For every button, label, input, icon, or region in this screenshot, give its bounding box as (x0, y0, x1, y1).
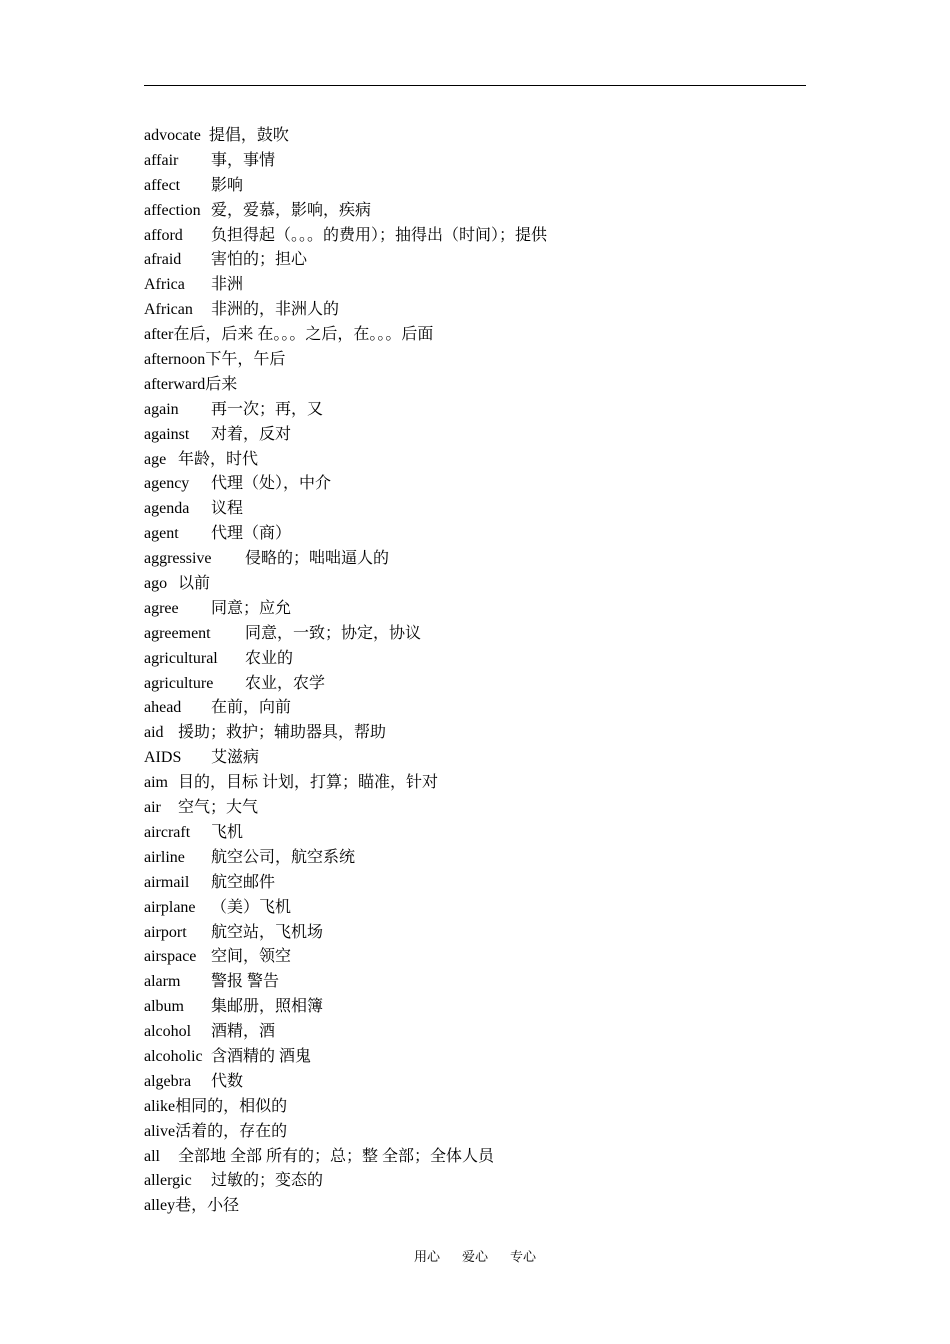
entry-definition: 活着的，存在的 (175, 1122, 288, 1140)
list-item (144, 398, 806, 423)
footer-text: 用心 (413, 1249, 440, 1264)
entry-word: affect (144, 176, 181, 194)
header-rule (144, 85, 806, 86)
entry-definition: 集邮册，照相簿 (211, 998, 324, 1016)
entry-word: album (144, 998, 184, 1016)
entry-definition: 代理（处），中介 (211, 475, 332, 493)
entry-word: alcohol (144, 1023, 192, 1041)
entry-word: advocate (144, 127, 201, 144)
list-item (144, 348, 806, 373)
entry-definition: 警报 警告 (211, 973, 280, 991)
page-footer (0, 1246, 950, 1265)
entry-definition: 对着，反对 (211, 425, 292, 443)
entry-definition: 在后，后来 在。。。之后，在。。。后面 (173, 326, 434, 344)
list-item (144, 647, 806, 672)
list-item (144, 497, 806, 522)
footer-text: 专心 (510, 1249, 537, 1264)
footer-text: 爱心 (461, 1249, 488, 1264)
list-item (144, 796, 806, 821)
entry-definition: 飞机 (211, 823, 244, 841)
list-item (144, 1194, 806, 1219)
entry-definition: （美）飞机 (211, 898, 292, 916)
entry-definition: 在前，向前 (211, 699, 292, 717)
list-item (144, 174, 806, 199)
list-item (144, 1145, 806, 1170)
list-item (144, 846, 806, 871)
entry-definition: 代理（商） (211, 525, 292, 543)
list-item (144, 248, 806, 273)
entry-definition: 航空邮件 (211, 873, 276, 891)
list-item (144, 1020, 806, 1045)
entry-word: again (144, 400, 179, 418)
entry-word: afraid (144, 251, 182, 269)
entry-word: aircraft (144, 823, 191, 841)
entry-word: afternoon (144, 351, 206, 369)
entry-definition: 后来 (205, 375, 238, 393)
list-item (144, 373, 806, 398)
list-item (144, 448, 806, 473)
entry-definition: 负担得起（。。。的费用）；抽得出（时间）；提供 (211, 226, 548, 244)
entry-word: Africa (144, 276, 185, 294)
list-item (144, 821, 806, 846)
entry-definition: 航空公司，航空系统 (211, 848, 356, 866)
entry-word: agency (144, 475, 190, 493)
list-item (144, 423, 806, 448)
list-item (144, 1169, 806, 1194)
list-item (144, 1120, 806, 1145)
list-item (144, 149, 806, 174)
entry-definition: 爱，爱慕，影响，疾病 (211, 201, 372, 219)
list-item (144, 547, 806, 572)
entry-word: African (144, 301, 193, 319)
list-item (144, 572, 806, 597)
entry-word: afterward (144, 375, 206, 393)
entry-definition: 害怕的；担心 (211, 251, 308, 269)
entry-definition: 影响 (211, 176, 244, 194)
list-item (144, 721, 806, 746)
vocabulary-list (144, 124, 806, 1219)
list-item (144, 945, 806, 970)
list-item (144, 224, 806, 249)
entry-definition: 事，事情 (211, 151, 276, 169)
entry-word: alcoholic (144, 1047, 203, 1065)
entry-definition: 农业，农学 (245, 674, 326, 692)
list-item (144, 199, 806, 224)
entry-definition: 以前 (178, 575, 211, 593)
list-item (144, 472, 806, 497)
entry-word: airline (144, 848, 185, 866)
entry-definition: 艾滋病 (211, 749, 260, 767)
entry-definition: 空气；大气 (178, 799, 259, 817)
entry-word: agenda (144, 500, 190, 518)
entry-definition: 下午，午后 (205, 351, 286, 369)
entry-word: agriculture (144, 674, 214, 692)
entry-word: agent (144, 525, 179, 543)
entry-word: afford (144, 226, 183, 244)
list-item (144, 273, 806, 298)
entry-word: agreement (144, 624, 211, 642)
entry-word: aid (144, 724, 164, 742)
entry-definition: 同意，一致；协定，协议 (245, 624, 422, 642)
entry-definition: 年龄，时代 (178, 450, 259, 468)
entry-word: allergic (144, 1172, 192, 1190)
entry-word: aim (144, 774, 168, 792)
entry-word: ago (144, 575, 168, 593)
list-item (144, 871, 806, 896)
entry-word: algebra (144, 1072, 192, 1090)
entry-word: agree (144, 599, 179, 617)
entry-word: age (144, 450, 167, 468)
entry-word: airmail (144, 873, 190, 891)
entry-definition: 农业的 (245, 649, 294, 667)
entry-word: airspace (144, 948, 197, 966)
entry-word: airport (144, 923, 187, 941)
list-item (144, 746, 806, 771)
entry-definition: 巷，小径 (175, 1197, 240, 1215)
entry-definition: 同意；应允 (211, 599, 292, 617)
entry-definition: 相同的，相似的 (175, 1097, 288, 1115)
entry-definition: 提倡，鼓吹 (208, 127, 289, 144)
list-item (144, 1095, 806, 1120)
entry-definition: 代数 (211, 1072, 244, 1090)
entry-definition: 非洲 (211, 276, 244, 294)
entry-definition: 含酒精的 酒鬼 (211, 1047, 312, 1065)
entry-word: AIDS (144, 749, 182, 767)
entry-definition: 议程 (211, 500, 244, 518)
entry-definition: 非洲的，非洲人的 (211, 301, 340, 319)
entry-definition: 空间，领空 (211, 948, 292, 966)
list-item (144, 522, 806, 547)
entry-word: all (144, 1147, 160, 1165)
list-item (144, 597, 806, 622)
list-item (144, 1045, 806, 1070)
list-item (144, 298, 806, 323)
entry-definition: 目的，目标 计划，打算；瞄准，针对 (178, 774, 439, 792)
list-item (144, 696, 806, 721)
list-item (144, 124, 806, 149)
entry-word: agricultural (144, 649, 218, 667)
list-item (144, 323, 806, 348)
entry-definition: 侵略的；咄咄逼人的 (245, 550, 390, 568)
entry-word: alike (144, 1097, 176, 1115)
entry-word: alley (144, 1197, 176, 1215)
list-item (144, 771, 806, 796)
entry-definition: 援助；救护；辅助器具，帮助 (178, 724, 387, 742)
list-item (144, 622, 806, 647)
entry-word: affection (144, 201, 201, 219)
entry-word: alive (144, 1122, 176, 1140)
list-item (144, 896, 806, 921)
list-item (144, 921, 806, 946)
entry-definition: 航空站，飞机场 (211, 923, 324, 941)
list-item (144, 672, 806, 697)
entry-definition: 全部地 全部 所有的；总；整 全部；全体人员 (178, 1147, 495, 1165)
entry-definition: 过敏的；变态的 (211, 1172, 324, 1190)
list-item (144, 1070, 806, 1095)
entry-word: airplane (144, 898, 196, 916)
entry-word: after (144, 326, 174, 344)
entry-word: affair (144, 151, 179, 169)
entry-word: alarm (144, 973, 181, 991)
list-item (144, 995, 806, 1020)
list-item (144, 970, 806, 995)
entry-word: aggressive (144, 550, 212, 568)
entry-definition: 再一次；再，又 (211, 400, 324, 418)
entry-word: against (144, 425, 190, 443)
entry-word: air (144, 799, 161, 817)
entry-word: ahead (144, 699, 182, 717)
entry-definition: 酒精，酒 (211, 1023, 276, 1041)
